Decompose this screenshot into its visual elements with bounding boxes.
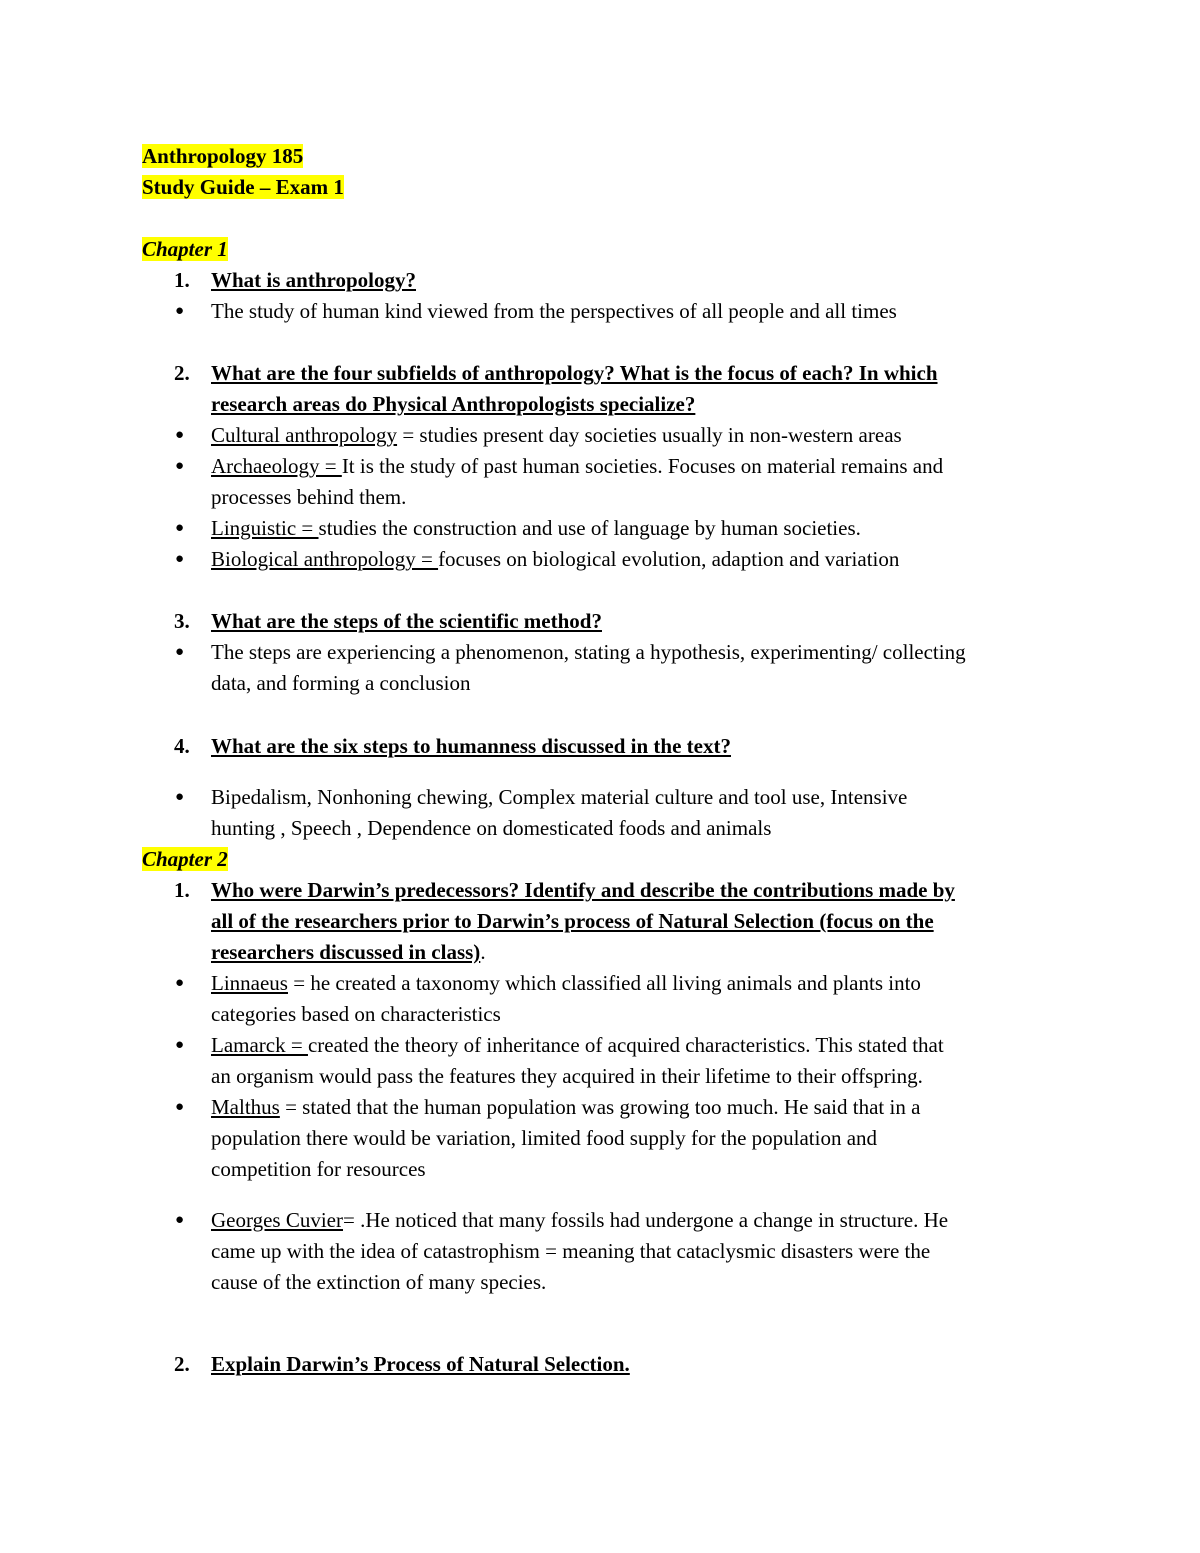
document-title: Anthropology 185 <box>142 144 304 168</box>
bullet-icon: ● <box>175 458 185 474</box>
bullet-icon: ● <box>175 975 185 991</box>
document-page: Anthropology 185 Study Guide – Exam 1 Chapter 1 1. What is anthropology? ● The study of human kind viewed from the perspectives of all people and all times 2. What are the four subfields of anthropology? What is the focus of each? In which research areas do Physical Anthropologists specialize? ● Cultural anthropology = studies present day societies usually in non-western areas ● Archaeology = It is the study of past human societies. Focuses on material remains and processes behind them. ● Linguistic = studies the construction and use of language by human societies. ● Biological anthropology = focuses on biological evolution, adaption and variation 3. What are the steps of the scientific method? ● The steps are experiencing a phenomenon, stating a hypothesis, experimenting/ collecting data, and forming a conclusion 4. What are the six steps to humanness discussed in the text? ● Bipedalism, Nonhoning chewing, Complex material culture and tool use, Intensive hunting , Speech , Dependence on domesticated foods and animals Chapter 2 1. Who were Darwin’s predecessors? Identify and describe the contributions made by all of the researchers prior to Darwin’s process of Natural Selection (focus on the researchers discussed in class). ● Linnaeus = he created a taxonomy which classified all living animals and plants into categories based on characteristics ● Lamarck = created the theory of inheritance of acquired characteristics. This stated that an organism would pass the features they acquired in their lifetime to their offspring. ● Malthus = stated that the human population was growing too much. He said that in a population there would be variation, limited food supply for the population and competition for resources ● Georges Cuvier= .He noticed that many fossils had undergone a change in structure. He came up with the idea of catastrophism = meaning that cataclysmic disasters were the cause of the extinction of many species. 2. Explain Darwin’s Process of Natural Selection. <box>0 0 1200 1553</box>
bullet-icon: ● <box>175 1099 185 1115</box>
bullet-icon: ● <box>175 520 185 536</box>
bullet-icon: ● <box>175 1212 185 1228</box>
bullet-icon: ● <box>175 789 185 805</box>
bullet-icon: ● <box>175 1037 185 1053</box>
bullet-icon: ● <box>175 303 185 319</box>
bullet-icon: ● <box>175 644 185 660</box>
bullet-icon: ● <box>175 427 185 443</box>
document-subtitle: Study Guide – Exam 1 <box>142 175 344 199</box>
chapter-2-heading: Chapter 2 <box>142 847 228 871</box>
bullet-icon: ● <box>175 551 185 567</box>
chapter-1-heading: Chapter 1 <box>142 237 228 261</box>
